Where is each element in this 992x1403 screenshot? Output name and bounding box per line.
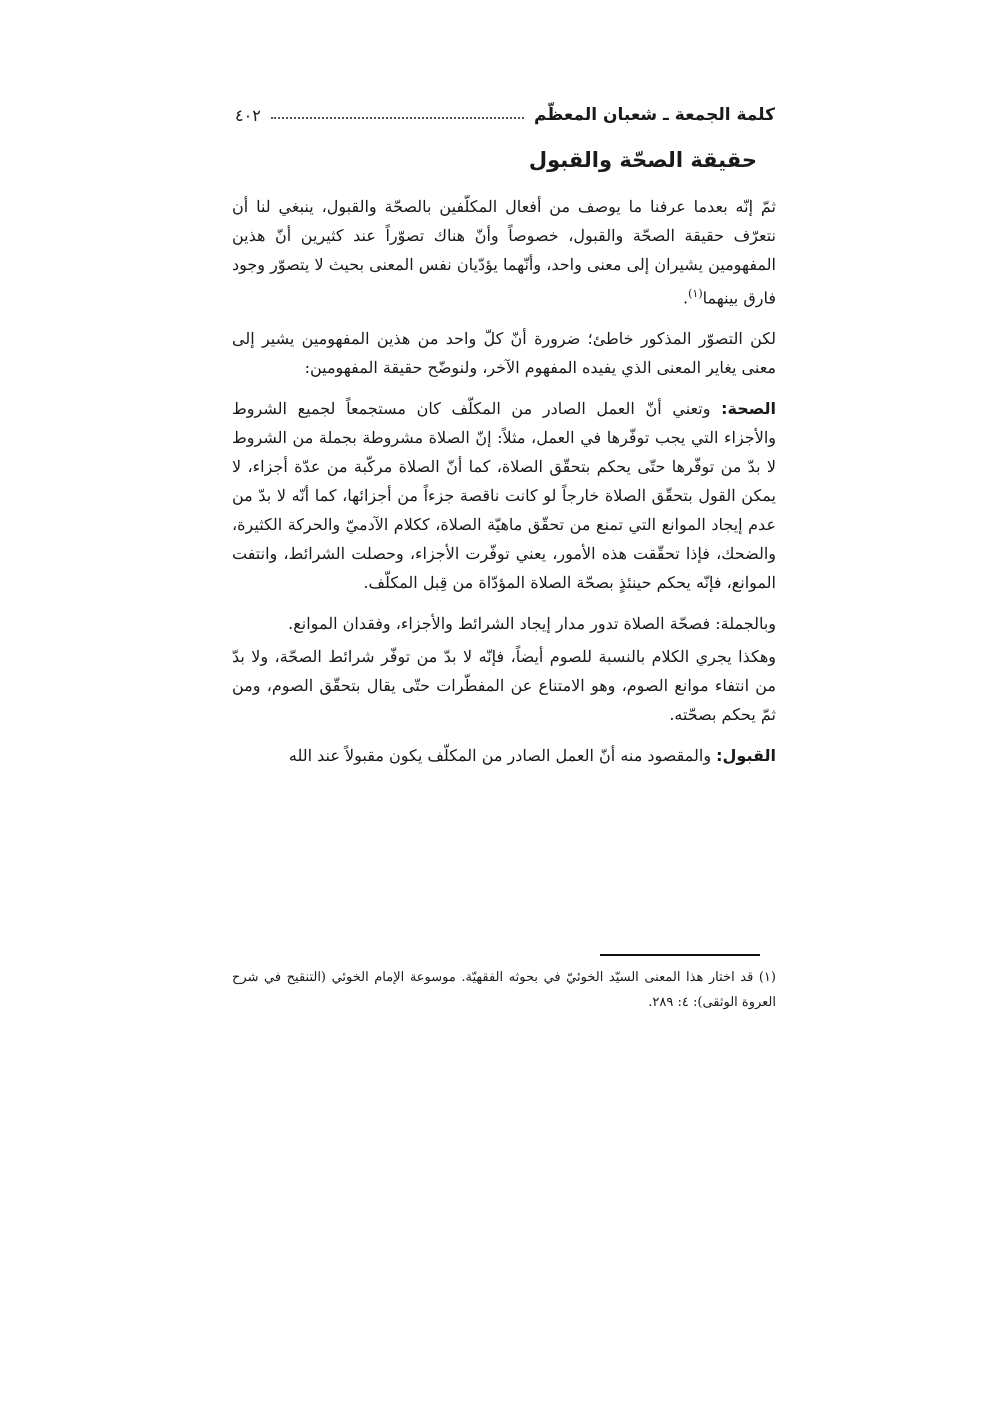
footnote-text: قد اختار هذا المعنى السيّد الخوئيّ في بحوثه الفقهيّة. موسوعة الإمام الخوئي (التنقيح في شرح العروة الوثقى): ٤: ٢٨٩. xyxy=(232,970,776,1010)
paragraph-1-text: ثمّ إنّه بعدما عرفنا ما يوصف من أفعال المكلّفين بالصحّة والقبول، ينبغي لنا أن نتعرّف حقيقة الصحّة والقبول، خصوصاً وأنّ هناك تصوّراً عند كثيرين أنّ هذين المفهومين يشيران إلى معنى واحد، وأنّهما يؤدّيان نفس المعنى بحيث لا يتصوّر وجود فارق بينهما xyxy=(232,197,776,308)
term-sihha-label: الصحة: xyxy=(721,399,776,419)
header-dot-leader xyxy=(271,117,524,119)
footnote-marker: (١) xyxy=(758,970,776,985)
paragraph-2: لكن التصوّر المذكور خاطئ؛ ضرورة أنّ كلّ واحد من هذين المفهومين يشير إلى معنى يغاير المعنى الذي يفيده المفهوم الآخر، ولنوضّح حقيقة المفهومين: xyxy=(232,329,776,378)
paragraph-6 xyxy=(232,741,776,770)
body-text xyxy=(232,192,776,782)
running-title: كلمة الجمعة ـ شعبان المعظّم xyxy=(533,105,775,125)
paragraph-6-text: والمقصود منه أنّ العمل الصادر من المكلّف يكون مقبولاً عند الله xyxy=(288,746,712,766)
footnote-separator xyxy=(600,954,760,956)
page-number: ٤٠٢ xyxy=(235,105,261,125)
page-header xyxy=(235,100,775,130)
term-qabul-label: القبول: xyxy=(716,746,776,766)
paragraph-3-text: وتعني أنّ العمل الصادر من المكلّف كان مستجمعاً لجميع الشروط والأجزاء التي يجب توفّرها في العمل، مثلاً: إنّ الصلاة مشروطة بجملة من الشروط لا بدّ من توفّرها حتّى يحكم بتحقّق الصلاة، كما أنّ الصلاة مركّبة من عدّة أجزاء، لا يمكن القول بتحقّق الصلاة خارجاً لو كانت ناقصة جزءاً من أجزائها، كما أنّه لا بدّ من عدم إيجاد الموانع التي تمنع من تحقّق ماهيّة الصلاة، ككلام الآدميّ والحركة الكثيرة، والضحك، فإذا تحقّقت هذه الأمور، يعني توفّرت الأجزاء، وحصلت الشرائط، وانتفت الموانع، فإنّه يحكم حينئذٍ بصحّة الصلاة المؤدّاة من قِبل المكلّف. xyxy=(232,399,777,593)
footnote xyxy=(232,965,776,1015)
paragraph-1-end: . xyxy=(683,288,689,308)
paragraph-5: وهكذا يجري الكلام بالنسبة للصوم أيضاً، فإنّه لا بدّ من توفّر شرائط الصحّة، ولا بدّ من انتفاء موانع الصوم، وهو الامتناع عن المفطّرات حتّى يقال بتحقّق الصوم، ومن ثمّ يحكم بصحّته. xyxy=(232,647,776,725)
footnote-reference: (١) xyxy=(688,287,703,300)
section-heading: حقيقة الصحّة والقبول xyxy=(528,148,757,172)
paragraph-3 xyxy=(232,394,776,597)
paragraph-4: وبالجملة: فصحّة الصلاة تدور مدار إيجاد الشرائط والأجزاء، وفقدان الموانع. xyxy=(288,614,776,634)
paragraph-1 xyxy=(232,192,776,312)
